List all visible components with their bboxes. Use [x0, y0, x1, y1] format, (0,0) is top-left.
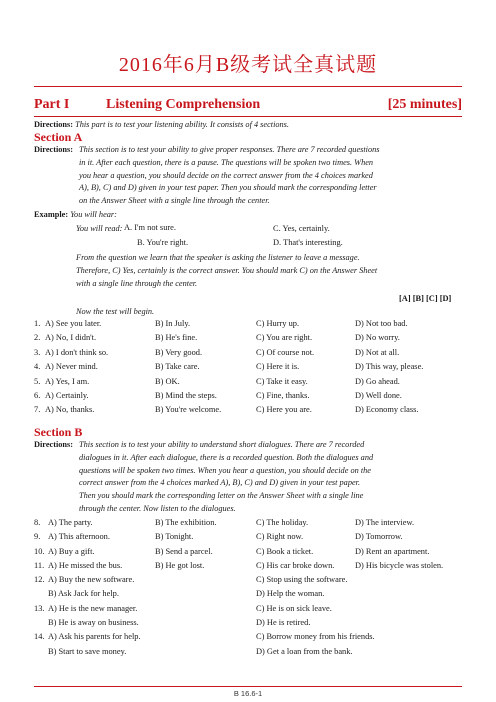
option-d: D) He is retired.: [256, 617, 311, 627]
section-b-directions-line: This section is to test your ability to understand short dialogues. There are 7 recorded: [79, 440, 365, 449]
section-b-directions: [79, 439, 464, 516]
example-explanation-line: with a single line through the center.: [76, 278, 198, 288]
example-option-b: B. You're right.: [137, 238, 189, 247]
example-label: Example:: [34, 210, 69, 219]
option-a: A) The party.: [48, 518, 93, 527]
example-explanation-line: Therefore, C) Yes, certainly is the correct answer. You should mark C) on the Answer Sheet: [76, 265, 378, 275]
option-d: D) Economy class.: [355, 405, 419, 415]
option-d: D) Well done.: [355, 391, 402, 400]
option-c: C) You are right.: [256, 333, 313, 343]
option-d: D) Tomorrow.: [355, 532, 403, 542]
option-d: D) Not at all.: [355, 347, 400, 357]
option-d: D) The interview.: [355, 518, 415, 527]
part-divider: [34, 116, 462, 117]
question-number: 8.: [34, 518, 41, 527]
example-row: [34, 209, 117, 222]
option-a: A) Ask his parents for help.: [48, 632, 141, 642]
example-option-c: C. Yes, certainly.: [273, 224, 330, 233]
option-b: B) Very good.: [155, 347, 203, 357]
question-number: 3.: [34, 347, 41, 357]
example-explanation: [76, 252, 466, 290]
section-a-directions: [79, 144, 464, 208]
section-b-directions-line: dialogues in it. After each dialogue, there is a recorded question. Both the dialogues and: [79, 452, 374, 462]
option-d: D) Not too bad.: [355, 319, 408, 328]
option-b: B) In July.: [155, 319, 191, 328]
option-a: A) Certainly.: [45, 391, 89, 400]
answer-marks: [A] [B] [C] [D]: [399, 294, 452, 303]
option-c: C) Fine, thanks.: [256, 391, 310, 400]
example-hear: You will hear:: [70, 210, 117, 219]
footer-divider: [34, 686, 462, 687]
question-number: 9.: [34, 532, 41, 542]
section-b-directions-line: Then you should mark the corresponding letter on the Answer Sheet with a single line: [79, 491, 364, 501]
example-explanation-line: From the question we learn that the speaker is asking the listener to leave a message.: [76, 253, 360, 262]
example-option-d: D. That's interesting.: [273, 238, 343, 247]
question-number: 7.: [34, 405, 41, 415]
part-time: [25 minutes]: [387, 97, 462, 112]
question-number: 12.: [34, 575, 45, 584]
option-b: B) He got lost.: [155, 561, 205, 571]
question-number: 4.: [34, 362, 41, 372]
option-c: C) He is on sick leave.: [256, 603, 332, 613]
section-a-directions-line: you hear a question, you should decide on the correct answer from the 4 choices marked: [79, 170, 373, 180]
section-b-directions-line: questions will be spoken two times. When you hear a question, you should decide on the: [79, 465, 371, 475]
option-c: C) Of course not.: [256, 347, 315, 357]
title-divider: [34, 86, 462, 87]
option-b: B) You're welcome.: [155, 405, 222, 415]
option-c: C) The holiday.: [256, 518, 309, 527]
option-a: A) Yes, I am.: [45, 376, 90, 386]
part-header: [34, 97, 462, 115]
option-c: C) Take it easy.: [256, 376, 308, 386]
section-a-directions-line: A), B), C) and D) given in your test paper. Then you should mark the corresponding letter: [79, 183, 377, 193]
section-a-directions-label: Directions:: [34, 145, 74, 154]
option-a: A) Buy a gift.: [48, 546, 95, 556]
option-a: A) Buy the new software.: [48, 575, 135, 584]
option-a: A) See you later.: [45, 319, 102, 328]
directions-label: Directions:: [34, 120, 74, 129]
begin-text: Now the test will begin.: [76, 307, 155, 316]
option-b: B) OK.: [155, 376, 180, 386]
question-number: 2.: [34, 333, 41, 343]
section-a-directions-line: in it. After each question, there is a pause. The questions will be spoken two times. When: [79, 157, 374, 167]
option-d: D) Get a loan from the bank.: [256, 646, 353, 656]
question-number: 1.: [34, 319, 41, 328]
section-a-directions-line: This section is to test your ability to give proper responses. There are 7 recorded questions: [79, 145, 380, 154]
question-number: 10.: [34, 546, 45, 556]
question-number: 6.: [34, 391, 41, 400]
option-b: B) Start to save money.: [48, 646, 127, 656]
option-c: C) Right now.: [256, 532, 304, 542]
option-a: A) Never mind.: [45, 362, 98, 372]
part-name: Listening Comprehension: [106, 97, 261, 112]
question-number: 13.: [34, 603, 45, 613]
option-a: A) He missed the bus.: [48, 561, 123, 571]
option-d: D) This way, please.: [355, 362, 424, 372]
example-option-a: A. I'm not sure.: [124, 223, 176, 232]
option-a: A) No, I didn't.: [45, 333, 97, 343]
option-a: A) He is the new manager.: [48, 603, 138, 613]
question-number: 11.: [34, 561, 45, 571]
part-directions-text: This part is to test your listening ability. It consists of 4 sections.: [75, 120, 289, 129]
section-a-heading: Section A: [34, 130, 83, 144]
option-c: C) His car broke down.: [256, 561, 335, 571]
option-b: B) Ask Jack for help.: [48, 589, 119, 599]
section-b-heading: Section B: [34, 425, 83, 439]
option-c: C) Hurry up.: [256, 319, 300, 328]
option-d: D) Go ahead.: [355, 376, 400, 386]
option-c: C) Here it is.: [256, 362, 300, 372]
option-c: C) Stop using the software.: [256, 575, 348, 584]
page-footer: B 16.6-1: [233, 689, 263, 698]
part-number: Part I: [34, 97, 70, 112]
option-c: C) Here you are.: [256, 405, 312, 415]
option-b: B) Tonight.: [155, 532, 194, 542]
option-b: B) The exhibition.: [155, 518, 217, 527]
option-b: B) Send a parcel.: [155, 546, 213, 556]
option-b: B) Mind the steps.: [155, 391, 217, 400]
option-d: D) Help the woman.: [256, 589, 325, 599]
option-c: C) Book a ticket.: [256, 546, 314, 556]
option-a: A) This afternoon.: [48, 532, 110, 542]
question-number: 14.: [34, 632, 45, 642]
option-c: C) Borrow money from his friends.: [256, 632, 375, 642]
page-title: 2016年6月B级考试全真试题: [118, 54, 378, 76]
option-a: A) I don't think so.: [45, 347, 109, 357]
option-d: D) His bicycle was stolen.: [355, 561, 444, 571]
section-b-directions-line: correct answer from the 4 choices marked A), B), C) and D) given in your test paper.: [79, 478, 361, 488]
option-b: B) He's fine.: [155, 333, 198, 343]
option-d: D) Rent an apartment.: [355, 546, 430, 556]
section-b-directions-line: through the center. Now listen to the dialogues.: [79, 503, 236, 513]
option-b: B) Take care.: [155, 362, 200, 372]
section-a-directions-line: on the Answer Sheet with a single line through the center.: [79, 196, 270, 206]
example-read-label: You will read:: [76, 224, 123, 233]
option-b: B) He is away on business.: [48, 617, 139, 627]
section-b-directions-label: Directions:: [34, 440, 74, 449]
question-number: 5.: [34, 376, 41, 386]
option-d: D) No worry.: [355, 333, 400, 343]
option-a: A) No, thanks.: [45, 405, 95, 415]
